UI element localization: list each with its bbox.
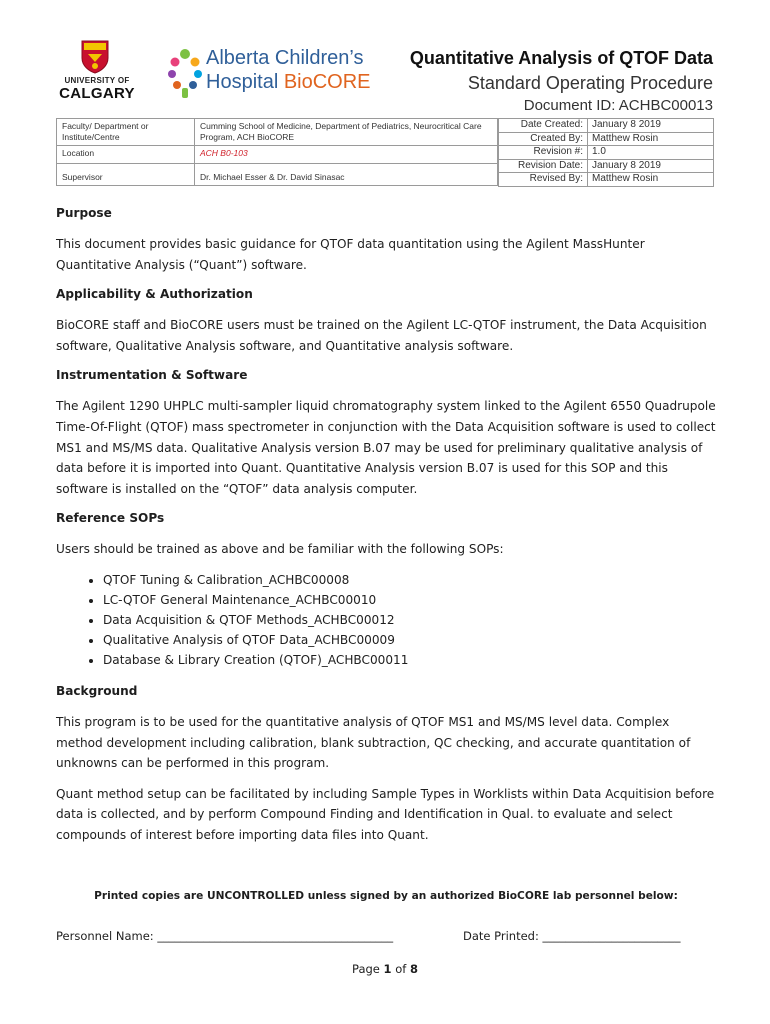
info-key: Faculty/ Department or Institute/Centre [57,119,195,146]
biocore-figure-icon [168,46,202,98]
background-heading: Background [56,683,138,698]
page-current: 1 [383,962,392,976]
info-table-right [498,118,714,187]
info-row-revision [499,146,714,160]
info-value: Cumming School of Medicine, Department of Pediatrics, Neurocritical Care Program, ACH BioCORE [195,119,498,146]
reference-sops-text: Users should be trained as above and be familiar with the following SOPs: [56,542,504,557]
background-text-1: This program is to be used for the quantitative analysis of QTOF MS1 and MS/MS level data. Complex method development including calibration, blank subtraction, QC checking, and accurate quantitation of unknowns can be performed in this program. [56,714,691,771]
info-value: Matthew Rosin [588,132,714,146]
info-key: Created By: [499,132,588,146]
info-row-faculty [57,119,498,146]
info-row-revised-by [499,173,714,187]
info-key: Location [57,146,195,164]
instrumentation-heading: Instrumentation & Software [56,368,248,383]
info-row-supervisor [57,164,498,186]
instrumentation-text: The Agilent 1290 UHPLC multi-sampler liquid chromatography system linked to the Agilent 6550 Quadrupole Time-Of-Flight (QTOF) mass spectrometer in conjunction with the Data Acquisition software is used to collect MS1 and MS/MS data. Qualitative Analysis version B.07 may be used for preliminary qualitative analysis of data before it is imported into Quant. Quantitative Analysis version B.07 is used for this SOP and this software is installed on the “QTOF” data analysis computer. [56,399,716,496]
list-item: • Database & Library Creation (QTOF)_ACHBC00011 [103,650,716,670]
info-value: 1.0 [588,146,714,160]
date-printed-field: Date Printed: ________________________ [463,929,681,943]
page-number [0,962,770,976]
applicability-text: BioCORE staff and BioCORE users must be trained on the Agilent LC-QTOF instrument, the Data Acquisition software, Qualitative Analysis software, and Quantitative analysis software. [56,318,707,353]
biocore-line1: Alberta Children’s [206,47,364,69]
biocore-line2-main: Hospital [206,71,284,93]
signature-row [56,929,716,943]
document-title: Quantitative Analysis of QTOF Data [409,48,713,68]
uncontrolled-notice: Printed copies are UNCONTROLLED unless signed by an authorized BioCORE lab personnel below: [94,890,678,902]
info-table-left [56,118,498,186]
info-key: Revision Date: [499,159,588,173]
info-key: Revision #: [499,146,588,160]
info-value: ACH B0-103 [195,146,498,164]
info-value: Matthew Rosin [588,173,714,187]
biocore-line2 [206,71,371,94]
university-line2: CALGARY [59,85,135,102]
list-item: • Data Acquisition & QTOF Methods_ACHBC00012 [103,610,716,630]
info-key: Revised By: [499,173,588,187]
list-item: • Qualitative Analysis of QTOF Data_ACHBC00009 [103,630,716,650]
purpose-text: This document provides basic guidance for QTOF data quantitation using the Agilent MassHunter Quantitative Analysis (“Quant”) software. [56,237,645,272]
list-item: • LC-QTOF General Maintenance_ACHBC00010 [103,590,716,610]
info-key: Date Created: [499,119,588,133]
info-row-created-by [499,132,714,146]
page-prefix: Page [352,962,384,976]
page-total: 8 [409,962,418,976]
info-value: Dr. Michael Esser & Dr. David Sinasac [195,164,498,186]
page-mid: of [391,962,410,976]
applicability-heading: Applicability & Authorization [56,287,253,302]
list-item: • QTOF Tuning & Calibration_ACHBC00008 [103,570,716,590]
document-id: Document ID: ACHBC00013 [523,97,713,114]
info-value: January 8 2019 [588,159,714,173]
background-text-2: Quant method setup can be facilitated by including Sample Types in Worklists within Data Acquitision before data is collected, and by perform Compound Finding and Identification in Qual. to evaluate and select compounds of interest before importing data files into Quant. [56,786,715,842]
reference-sops-heading: Reference SOPs [56,511,165,526]
document-body [56,204,716,856]
document-subtitle: Standard Operating Procedure [467,73,713,93]
personnel-name-field: Personnel Name: _________________________________________ [56,929,394,943]
info-row-revision-date [499,159,714,173]
info-value: January 8 2019 [588,119,714,133]
university-of-calgary-logo [57,40,137,102]
university-shield-icon [81,40,109,74]
reference-sops-list [56,570,716,670]
biocore-line2-accent: BioCORE [283,71,371,93]
purpose-heading: Purpose [56,206,112,220]
biocore-logo [168,44,378,100]
university-line1: UNIVERSITY OF [64,76,130,85]
info-row-location [57,146,498,164]
info-key: Supervisor [57,164,195,186]
info-row-date-created [499,119,714,133]
